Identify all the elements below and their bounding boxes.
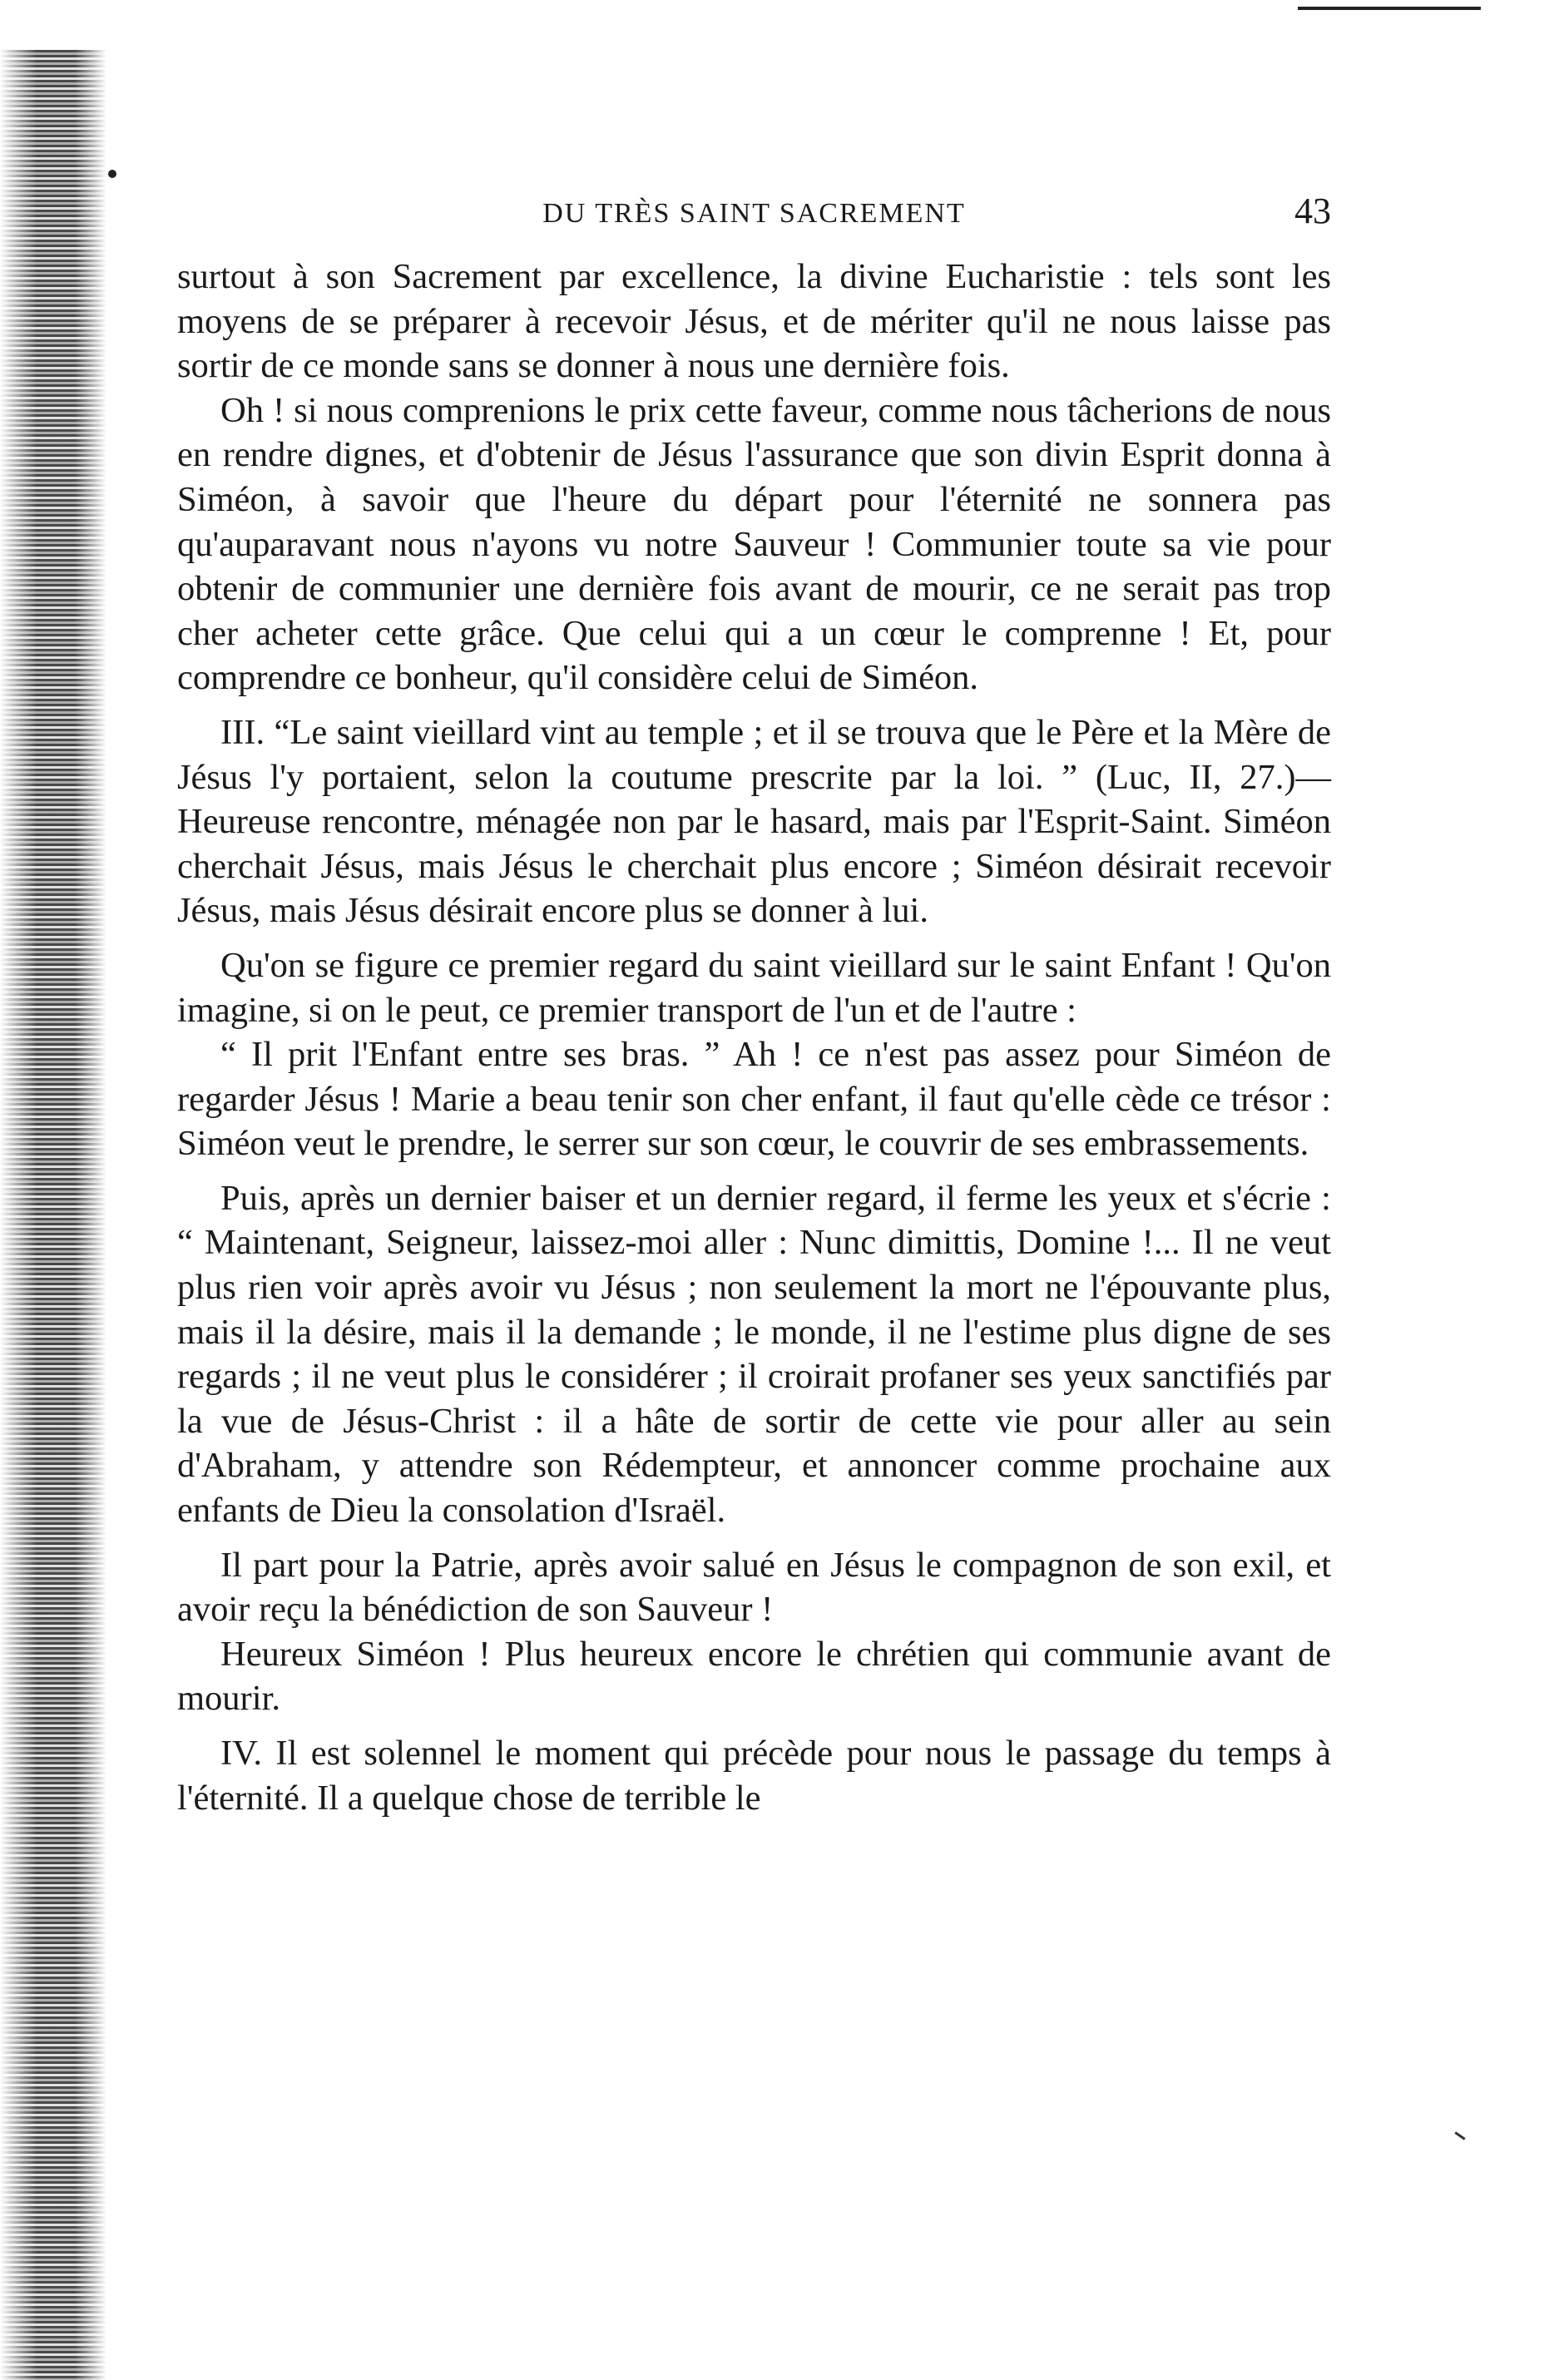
paragraph: Heureux Siméon ! Plus heureux encore le chrétien qui communie avant de mourir. bbox=[177, 1634, 1331, 1719]
paragraph-section-iv: IV. Il est solennel le moment qui précède pour nous le passage du temps à l'éternité. Il a quelque chose de terrible le bbox=[177, 1734, 1331, 1818]
body-text bbox=[177, 255, 1331, 1820]
top-edge-rule bbox=[1298, 7, 1481, 10]
binding-edge-shadow bbox=[0, 50, 106, 2380]
paragraph-section-iii: III. “Le saint vieillard vint au temple ; et il se trouva que le Père et la Mère de Jésus l'y portaient, selon la coutume prescrite par la loi. ” (Luc, II, 27.)—Heureuse rencontre, ménagée non par le hasard, mais par l'Esprit-Saint. Siméon cherchait Jésus, mais Jésus le cherchait plus encore ; Siméon désirait recevoir Jésus, mais Jésus désirait encore plus se donner à lui. bbox=[177, 712, 1331, 931]
paragraph-continued: surtout à son Sacrement par excellence, la divine Eucharistie : tels sont les moyens de se préparer à recevoir Jésus, et de mériter qu'il ne nous laisse pas sortir de ce monde sans se donner à nous une dernière fois. bbox=[177, 257, 1331, 386]
ink-dot bbox=[108, 170, 116, 178]
ink-mark bbox=[1454, 2131, 1465, 2140]
paragraph: Il part pour la Patrie, après avoir salué en Jésus le compagnon de son exil, et avoir reçu la bénédiction de son Sauveur ! bbox=[177, 1545, 1331, 1630]
page-number: 43 bbox=[1294, 190, 1331, 231]
running-head bbox=[177, 190, 1331, 240]
paragraph: Oh ! si nous comprenions le prix cette faveur, comme nous tâcherions de nous en rendre dignes, et d'obtenir de Jésus l'assurance que son divin Esprit donna à Siméon, à savoir que l'heure du départ pour l'éternité ne sonnera pas qu'auparavant nous n'ayons vu notre Sauveur ! Communier toute sa vie pour obtenir de communier une dernière fois avant de mourir, ce ne serait pas trop cher acheter cette grâce. Que celui qui a un cœur le comprenne ! Et, pour comprendre ce bonheur, qu'il considère celui de Siméon. bbox=[177, 390, 1331, 698]
paragraph: Puis, après un dernier baiser et un dernier regard, il ferme les yeux et s'écrie : “ Maintenant, Seigneur, laissez-moi aller : Nunc dimittis, Domine !... Il ne veut plus rien voir après avoir vu Jésus ; non seulement la mort ne l'épouvante plus, mais il la désire, mais il la demande ; le monde, il ne l'estime plus digne de ses regards ; il ne veut plus le considérer ; il croirait profaner ses yeux sanctifiés par la vue de Jésus-Christ : il a hâte de sortir de cette vie pour aller au sein d'Abraham, y attendre son Rédempteur, et annoncer comme prochaine aux enfants de Dieu la consolation d'Israël. bbox=[177, 1178, 1331, 1531]
running-title: DU TRÈS SAINT SACREMENT bbox=[542, 198, 966, 229]
paragraph: “ Il prit l'Enfant entre ses bras. ” Ah ! ce n'est pas assez pour Siméon de regarder Jésus ! Marie a beau tenir son cher enfant, il faut qu'elle cède ce trésor : Siméon veut le prendre, le serrer sur son cœur, le couvrir de ses embrassements. bbox=[177, 1035, 1331, 1164]
paragraph: Qu'on se figure ce premier regard du saint vieillard sur le saint Enfant ! Qu'on imagine, si on le peut, ce premier transport de l'un et de l'autre : bbox=[177, 945, 1331, 1030]
